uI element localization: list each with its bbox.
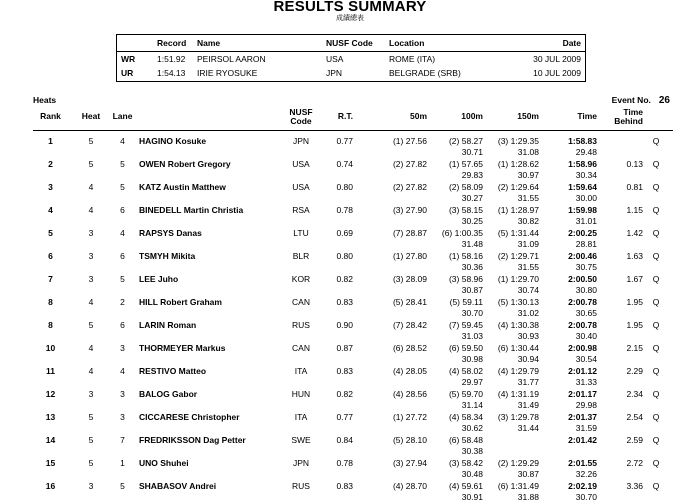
heat-cell: 4 [88, 343, 94, 353]
nusf-code: ITA [294, 366, 308, 376]
record-time: 1:51.92 [157, 54, 186, 64]
nusf-code: BLR [292, 251, 310, 261]
final-time: 2:02.19 [568, 481, 597, 491]
split-50m: (4) 28.05 [392, 366, 427, 376]
heat-cell: 5 [88, 435, 94, 445]
lap-150m: 31.02 [517, 308, 539, 318]
lap-100m: 29.83 [461, 170, 483, 180]
time-behind: 3.36 [626, 481, 643, 491]
split-100m: (4) 58.34 [448, 412, 483, 422]
nusf-code: JPN [292, 458, 310, 468]
time-behind: 2.34 [626, 389, 643, 399]
lap-100m: 31.14 [461, 400, 483, 410]
qualified-mark: Q [652, 481, 660, 491]
split-50m: (2) 27.82 [392, 182, 427, 192]
col-behind-2: Behind [614, 116, 643, 126]
lap-150m: 30.87 [517, 469, 539, 479]
swimmer-name: OWEN Robert Gregory [139, 159, 231, 169]
time-behind: 2.29 [626, 366, 643, 376]
table-row [33, 343, 673, 366]
record-row [117, 52, 585, 66]
final-time: 2:01.42 [568, 435, 597, 445]
swimmer-name: LEE Juho [139, 274, 179, 284]
qualified-mark: Q [652, 412, 660, 422]
time-behind: 1.95 [626, 320, 643, 330]
final-time: 2:00.46 [568, 251, 597, 261]
lap-150m: 30.97 [517, 170, 539, 180]
split-100m: (3) 58.42 [448, 458, 483, 468]
split-50m: (1) 27.80 [392, 251, 427, 261]
lap-100m: 30.38 [461, 446, 483, 456]
lap-100m: 30.98 [461, 354, 483, 364]
lap-200m: 30.40 [575, 331, 597, 341]
lane-cell: 6 [120, 320, 125, 330]
split-150m: (5) 1:30.13 [497, 297, 539, 307]
lane-cell: 6 [120, 205, 125, 215]
time-behind: 2.54 [626, 412, 643, 422]
lane-cell: 4 [120, 366, 125, 376]
nusf-code: JPN [292, 136, 310, 146]
final-time: 2:01.12 [568, 366, 597, 376]
qualified-mark: Q [652, 389, 660, 399]
swimmer-name: BINEDELL Martin Christia [139, 205, 244, 215]
col-behind-1: Time [623, 107, 643, 117]
heat-cell: 5 [88, 320, 94, 330]
heat-cell: 5 [88, 412, 94, 422]
split-100m: (5) 59.70 [448, 389, 483, 399]
time-behind: 2.15 [626, 343, 643, 353]
split-100m: (6) 58.48 [448, 435, 483, 445]
table-row [33, 435, 673, 458]
heat-cell: 4 [88, 297, 94, 307]
lane-cell: 1 [120, 458, 125, 468]
col-lane: Lane [112, 111, 133, 121]
lap-100m: 30.36 [461, 262, 483, 272]
rank-cell: 4 [48, 205, 53, 215]
time-behind: 1.67 [626, 274, 643, 284]
heat-cell: 4 [88, 182, 94, 192]
swimmer-name: THORMEYER Markus [139, 343, 226, 353]
rank-cell: 15 [45, 458, 56, 468]
split-100m: (6) 1:00.35 [441, 228, 483, 238]
final-time: 2:00.78 [568, 320, 597, 330]
split-100m: (3) 58.15 [448, 205, 483, 215]
lap-100m: 31.48 [461, 239, 483, 249]
heat-cell: 4 [88, 205, 94, 215]
split-100m: (5) 59.11 [449, 297, 483, 307]
heat-cell: 5 [88, 136, 94, 146]
records-header-date: Date [562, 38, 581, 48]
lap-150m: 31.55 [517, 262, 539, 272]
record-nusf: JPN [326, 68, 343, 78]
lap-200m: 31.01 [575, 216, 597, 226]
table-row [33, 297, 673, 320]
records-header [117, 36, 585, 50]
col-50m: 50m [409, 111, 427, 121]
split-100m: (6) 59.50 [448, 343, 483, 353]
lane-cell: 5 [120, 274, 125, 284]
lane-cell: 2 [120, 297, 125, 307]
split-100m: (2) 58.09 [448, 182, 483, 192]
heat-cell: 5 [88, 458, 94, 468]
qualified-mark: Q [652, 228, 660, 238]
reaction-time: 0.77 [336, 136, 353, 146]
col-time: Time [577, 111, 597, 121]
split-150m: (3) 1:29.78 [497, 412, 539, 422]
lane-cell: 5 [120, 182, 125, 192]
final-time: 2:01.17 [568, 389, 597, 399]
table-row [33, 320, 673, 343]
lap-200m: 28.81 [575, 239, 597, 249]
records-header-name: Name [197, 38, 221, 48]
rank-cell: 2 [48, 159, 53, 169]
lap-200m: 31.59 [575, 423, 597, 433]
split-50m: (3) 27.94 [392, 458, 427, 468]
rank-cell: 1 [48, 136, 53, 146]
col-150m: 150m [517, 111, 539, 121]
swimmer-name: RESTIVO Matteo [139, 366, 207, 376]
page-subtitle: 成績總表 [336, 15, 364, 22]
qualified-mark: Q [652, 366, 660, 376]
split-50m: (3) 28.09 [392, 274, 427, 284]
record-date: 30 JUL 2009 [533, 54, 581, 64]
record-holder: IRIE RYOSUKE [197, 68, 258, 78]
final-time: 2:00.50 [568, 274, 597, 284]
rank-cell: 12 [45, 389, 56, 399]
lap-150m: 31.55 [517, 193, 539, 203]
record-row [117, 66, 585, 80]
final-time: 1:59.64 [568, 182, 597, 192]
nusf-code: SWE [291, 435, 311, 445]
rank-cell: 10 [45, 343, 56, 353]
lap-200m: 30.34 [575, 170, 597, 180]
heat-cell: 4 [88, 366, 94, 376]
nusf-code: RUS [292, 320, 310, 330]
final-time: 1:59.98 [568, 205, 597, 215]
split-150m: (2) 1:29.29 [497, 458, 539, 468]
lane-cell: 5 [120, 159, 125, 169]
nusf-code: RUS [292, 481, 310, 491]
lap-150m: 31.49 [517, 400, 539, 410]
lap-100m: 30.27 [461, 193, 483, 203]
event-number-value: 26 [658, 95, 670, 106]
lap-150m: 31.09 [517, 239, 539, 249]
split-150m: (4) 1:30.38 [497, 320, 539, 330]
lap-200m: 30.70 [575, 492, 597, 502]
nusf-code: HUN [291, 389, 311, 399]
lap-150m: 30.94 [517, 354, 539, 364]
event-number [612, 95, 670, 106]
split-150m: (1) 1:29.70 [497, 274, 539, 284]
lap-150m: 31.08 [517, 147, 539, 157]
lane-cell: 7 [120, 435, 125, 445]
time-behind: 1.42 [626, 228, 643, 238]
qualified-mark: Q [652, 136, 660, 146]
time-behind: 1.15 [626, 205, 643, 215]
heat-cell: 3 [88, 274, 94, 284]
lane-cell: 3 [120, 343, 125, 353]
header-divider [33, 130, 673, 131]
lap-100m: 30.91 [461, 492, 483, 502]
lap-100m: 31.03 [461, 331, 483, 341]
qualified-mark: Q [652, 159, 660, 169]
lap-200m: 30.80 [575, 285, 597, 295]
split-50m: (3) 27.90 [392, 205, 427, 215]
records-header-location: Location [389, 38, 425, 48]
rank-cell: 16 [45, 481, 56, 491]
record-location: ROME (ITA) [389, 54, 436, 64]
time-behind: 2.72 [626, 458, 643, 468]
swimmer-name: LARIN Roman [139, 320, 197, 330]
final-time: 2:01.55 [568, 458, 597, 468]
reaction-time: 0.77 [336, 412, 353, 422]
split-150m: (6) 1:30.44 [497, 343, 539, 353]
split-150m: (1) 1:28.62 [497, 159, 539, 169]
records-header-record: Record [157, 38, 187, 48]
split-50m: (5) 28.41 [392, 297, 427, 307]
lap-100m: 30.48 [461, 469, 483, 479]
reaction-time: 0.74 [336, 159, 353, 169]
lap-200m: 29.48 [575, 147, 597, 157]
heat-cell: 3 [88, 228, 94, 238]
final-time: 2:00.25 [568, 228, 597, 238]
col-nusf-1: NUSF [289, 107, 313, 117]
reaction-time: 0.82 [336, 274, 353, 284]
table-row [33, 136, 673, 159]
lap-100m: 30.87 [461, 285, 483, 295]
nusf-code: USA [292, 159, 310, 169]
rank-cell: 8 [48, 320, 53, 330]
lap-100m: 29.97 [461, 377, 483, 387]
lane-cell: 4 [120, 228, 125, 238]
table-row [33, 251, 673, 274]
time-behind: 0.13 [626, 159, 643, 169]
reaction-time: 0.83 [336, 481, 353, 491]
lap-150m: 30.82 [517, 216, 539, 226]
lap-150m: 31.88 [517, 492, 539, 502]
reaction-time: 0.78 [336, 205, 353, 215]
split-150m: (1) 1:28.97 [497, 205, 539, 215]
split-100m: (4) 58.02 [448, 366, 483, 376]
lane-cell: 3 [120, 412, 125, 422]
swimmer-name: FREDRIKSSON Dag Petter [139, 435, 246, 445]
lane-cell: 4 [120, 136, 125, 146]
split-150m: (2) 1:29.64 [497, 182, 539, 192]
col-rt: R.T. [337, 111, 353, 121]
record-date: 10 JUL 2009 [533, 68, 581, 78]
records-box [116, 34, 586, 82]
qualified-mark: Q [652, 435, 660, 445]
record-holder: PEIRSOL AARON [197, 54, 266, 64]
qualified-mark: Q [652, 251, 660, 261]
rank-cell: 11 [46, 366, 55, 376]
rank-cell: 5 [48, 228, 53, 238]
reaction-time: 0.90 [336, 320, 353, 330]
lane-cell: 5 [120, 481, 125, 491]
swimmer-name: HAGINO Kosuke [139, 136, 207, 146]
qualified-mark: Q [652, 320, 660, 330]
split-50m: (5) 28.10 [392, 435, 427, 445]
record-nusf: USA [326, 54, 344, 64]
rank-cell: 13 [45, 412, 56, 422]
split-150m: (4) 1:29.79 [497, 366, 539, 376]
section-label: Heats [33, 95, 57, 105]
table-row [33, 274, 673, 297]
lap-150m: 30.93 [517, 331, 539, 341]
lap-200m: 30.54 [575, 354, 597, 364]
heat-cell: 3 [88, 481, 94, 491]
qualified-mark: Q [652, 297, 660, 307]
time-behind: 2.59 [626, 435, 643, 445]
col-rank: Rank [40, 111, 61, 121]
final-time: 2:00.78 [568, 297, 597, 307]
reaction-time: 0.78 [336, 458, 353, 468]
split-100m: (2) 58.27 [448, 136, 483, 146]
record-type: UR [121, 68, 134, 78]
split-50m: (7) 28.87 [392, 228, 427, 238]
reaction-time: 0.69 [336, 228, 353, 238]
record-type: WR [121, 54, 136, 64]
split-50m: (6) 28.52 [392, 343, 427, 353]
swimmer-name: SHABASOV Andrei [139, 481, 217, 491]
time-behind: 0.81 [626, 182, 643, 192]
swimmer-name: CICCARESE Christopher [139, 412, 240, 422]
final-time: 1:58.83 [568, 136, 597, 146]
split-100m: (7) 59.45 [448, 320, 483, 330]
lap-200m: 30.75 [575, 262, 597, 272]
swimmer-name: RAPSYS Danas [139, 228, 202, 238]
lap-200m: 32.26 [575, 469, 597, 479]
final-time: 2:01.37 [568, 412, 597, 422]
table-row [33, 458, 673, 481]
qualified-mark: Q [652, 205, 660, 215]
col-nusf-2: Code [290, 116, 312, 126]
lap-200m: 30.00 [575, 193, 597, 203]
heat-cell: 3 [88, 251, 94, 261]
time-behind: 1.95 [626, 297, 643, 307]
records-header-nusf: NUSF Code [326, 38, 373, 48]
table-row [33, 228, 673, 251]
lap-100m: 30.71 [461, 147, 483, 157]
table-row [33, 412, 673, 435]
split-100m: (1) 57.65 [448, 159, 483, 169]
swimmer-name: KATZ Austin Matthew [139, 182, 226, 192]
reaction-time: 0.84 [336, 435, 353, 445]
split-150m: (6) 1:31.49 [497, 481, 539, 491]
lap-100m: 30.70 [461, 308, 483, 318]
split-50m: (2) 27.82 [392, 159, 427, 169]
reaction-time: 0.82 [336, 389, 353, 399]
nusf-code: CAN [292, 297, 310, 307]
rank-cell: 6 [48, 251, 53, 261]
split-50m: (4) 28.56 [392, 389, 427, 399]
table-row [33, 205, 673, 228]
record-location: BELGRADE (SRB) [389, 68, 461, 78]
rank-cell: 7 [48, 274, 53, 284]
page-title: RESULTS SUMMARY [273, 0, 427, 15]
reaction-time: 0.80 [336, 251, 353, 261]
lap-150m: 31.77 [517, 377, 539, 387]
split-100m: (1) 58.16 [448, 251, 483, 261]
swimmer-name: UNO Shuhei [139, 458, 189, 468]
record-time: 1:54.13 [157, 68, 186, 78]
swimmer-name: TSMYH Mikita [139, 251, 196, 261]
table-row [33, 366, 673, 389]
reaction-time: 0.83 [336, 297, 353, 307]
split-150m: (4) 1:31.19 [497, 389, 539, 399]
nusf-code: RSA [292, 205, 310, 215]
swimmer-name: BALOG Gabor [139, 389, 198, 399]
rank-cell: 14 [45, 435, 56, 445]
qualified-mark: Q [652, 182, 660, 192]
final-time: 2:00.98 [568, 343, 597, 353]
split-50m: (1) 27.56 [392, 136, 427, 146]
rank-cell: 8 [48, 297, 53, 307]
table-row [33, 159, 673, 182]
lap-200m: 29.98 [575, 400, 597, 410]
table-row [33, 389, 673, 412]
table-row [33, 182, 673, 205]
heat-cell: 3 [88, 389, 94, 399]
col-100m: 100m [461, 111, 483, 121]
table-row [33, 481, 673, 504]
rank-cell: 3 [48, 182, 53, 192]
nusf-code: LTU [293, 228, 309, 238]
qualified-mark: Q [652, 458, 660, 468]
final-time: 1:58.96 [568, 159, 597, 169]
split-100m: (3) 58.96 [448, 274, 483, 284]
reaction-time: 0.83 [336, 366, 353, 376]
nusf-code: KOR [291, 274, 311, 284]
lap-150m: 31.44 [517, 423, 539, 433]
split-150m: (5) 1:31.44 [497, 228, 539, 238]
lap-100m: 30.62 [461, 423, 483, 433]
qualified-mark: Q [652, 343, 660, 353]
lap-150m: 30.74 [517, 285, 539, 295]
time-behind: 1.63 [626, 251, 643, 261]
split-50m: (1) 27.72 [392, 412, 427, 422]
split-50m: (4) 28.70 [392, 481, 427, 491]
split-150m: (3) 1:29.35 [497, 136, 539, 146]
split-100m: (4) 59.61 [448, 481, 483, 491]
lap-100m: 30.25 [461, 216, 483, 226]
swimmer-name: HILL Robert Graham [139, 297, 222, 307]
col-heat: Heat [81, 111, 101, 121]
reaction-time: 0.87 [336, 343, 353, 353]
split-150m: (2) 1:29.71 [497, 251, 539, 261]
nusf-code: CAN [292, 343, 310, 353]
lane-cell: 6 [120, 251, 125, 261]
qualified-mark: Q [652, 274, 660, 284]
lane-cell: 3 [120, 389, 125, 399]
nusf-code: USA [292, 182, 310, 192]
lap-200m: 31.33 [575, 377, 597, 387]
event-number-label: Event No. [611, 95, 651, 105]
heat-cell: 5 [88, 159, 94, 169]
nusf-code: ITA [294, 412, 308, 422]
lap-200m: 30.65 [575, 308, 597, 318]
split-50m: (7) 28.42 [392, 320, 427, 330]
results-header [33, 108, 673, 130]
reaction-time: 0.80 [336, 182, 353, 192]
